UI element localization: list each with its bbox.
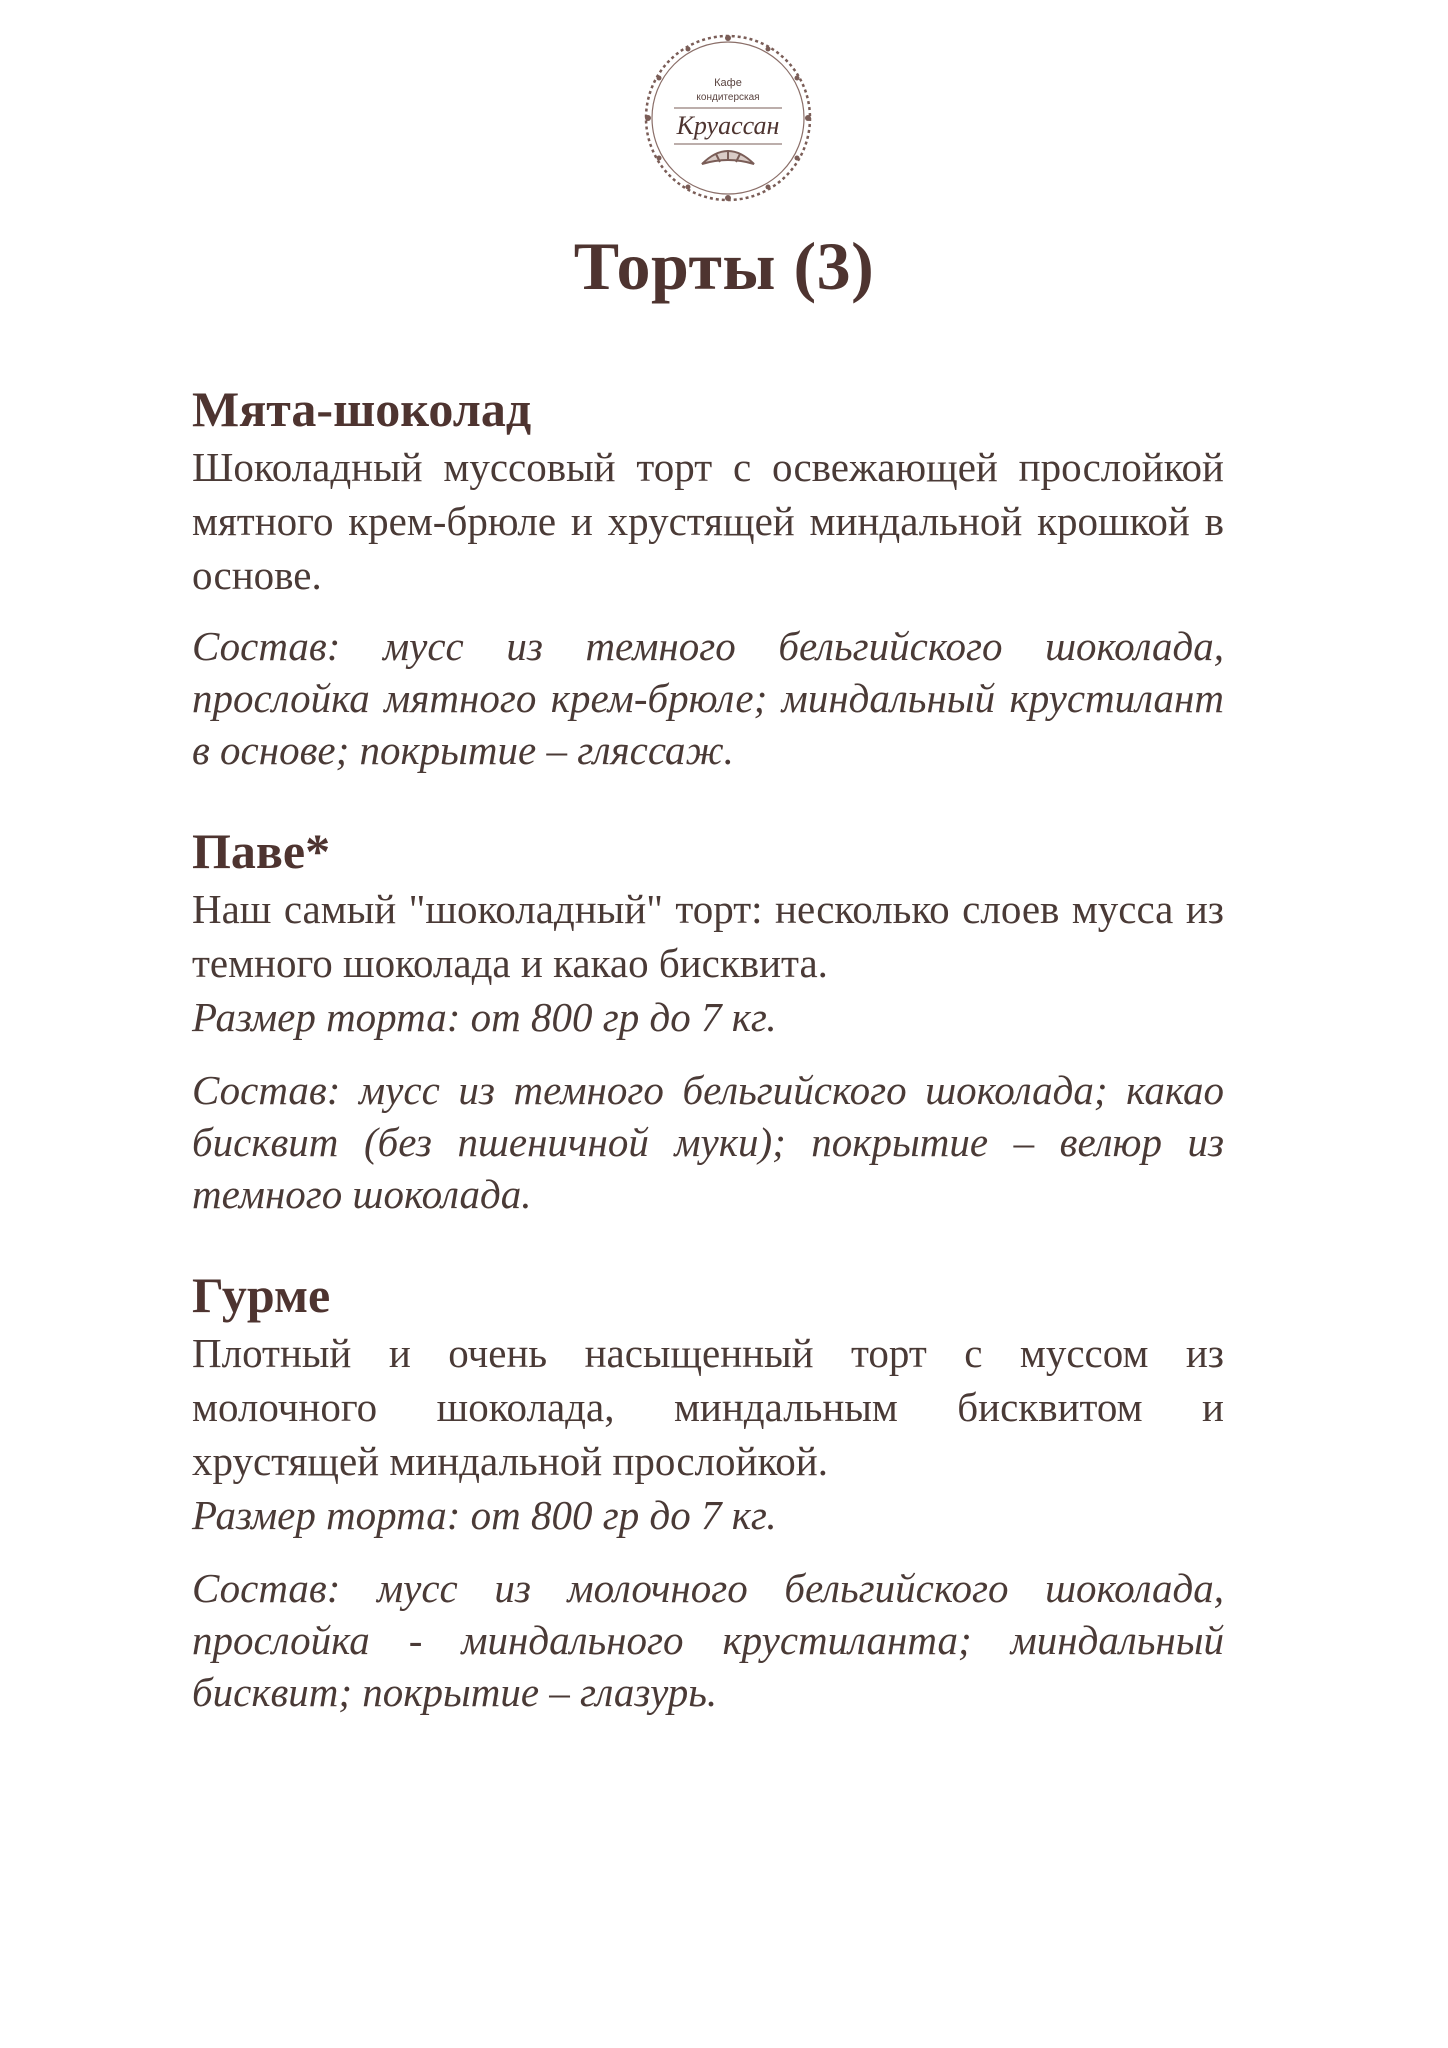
cake-description: Наш самый "шоколадный" торт: несколько слоев мусса из темного шоколада и какао бисквита. <box>192 886 1224 986</box>
cake-list <box>192 380 1224 1764</box>
cake-size: Размер торта: от 800 гр до 7 кг. <box>192 1492 777 1538</box>
logo-line-cafe: Кафе <box>714 77 742 89</box>
cake-item-mint-chocolate <box>192 380 1224 776</box>
croissant-icon <box>702 150 754 164</box>
cake-composition: Состав: мусс из молочного бельгийского шоколада, прослойка - миндального крустиланта; миндальный бисквит; покрытие – глазурь. <box>192 1565 1224 1715</box>
logo-brand-name: Круассан <box>676 111 780 140</box>
cake-description: Плотный и очень насыщенный торт с муссом из молочного шоколада, миндальным бисквитом и хрустящей миндальной прослойкой. <box>192 1330 1224 1484</box>
cake-name: Паве* <box>192 823 331 879</box>
cake-composition: Состав: мусс из темного бельгийского шоколада; какао бисквит (без пшеничной муки); покрытие – велюр из темного шоколада. <box>192 1067 1224 1217</box>
cake-composition: Состав: мусс из темного бельгийского шоколада, прослойка мятного крем-брюле; миндальный крустилант в основе; покрытие – гляссаж. <box>192 623 1224 773</box>
logo-line-confectionery: кондитерская <box>696 92 760 103</box>
cake-name: Мята-шоколад <box>192 381 532 437</box>
cake-item-pave <box>192 822 1224 1220</box>
croissant-logo-emblem <box>636 26 820 210</box>
cake-item-gourmet <box>192 1266 1224 1718</box>
cafe-logo <box>636 26 820 210</box>
cake-description: Шоколадный муссовый торт с освежающей прослойкой мятного крем-брюле и хрустящей миндальной крошкой в основе. <box>192 444 1224 598</box>
cake-size: Размер торта: от 800 гр до 7 кг. <box>192 994 777 1040</box>
page-title: Торты (3) <box>573 228 875 304</box>
cake-name: Гурме <box>192 1267 331 1323</box>
